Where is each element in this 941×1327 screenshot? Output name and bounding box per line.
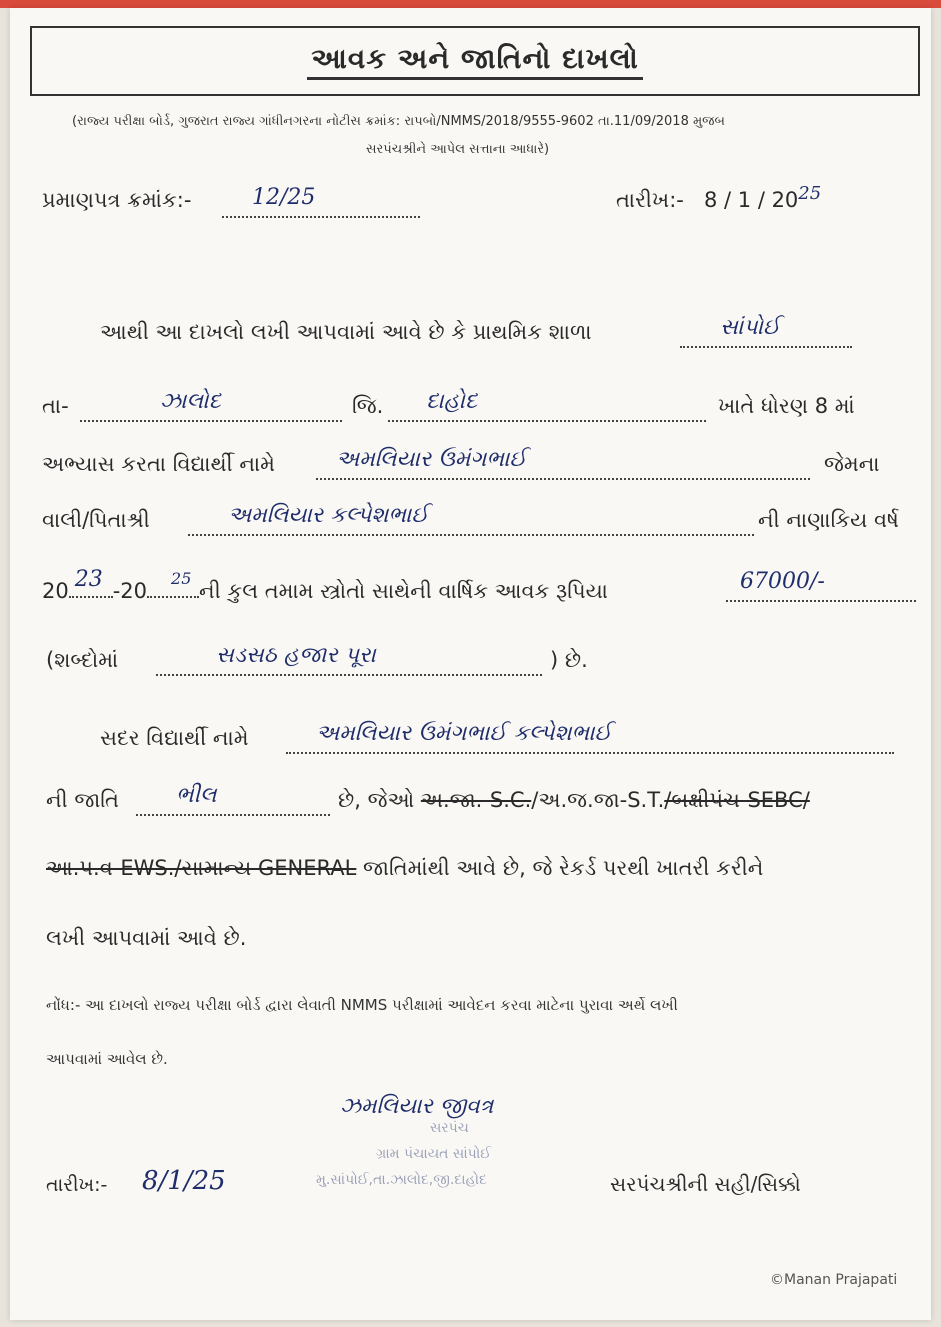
- district-value: દાહોદ: [426, 389, 478, 414]
- guardian-name: અમલિયાર કલ્પેશભાઈ: [228, 503, 429, 528]
- caste-mid-text: છે, જેઓ: [338, 788, 415, 812]
- year-start-field: [69, 567, 113, 598]
- certificate-number-value: 12/25: [252, 185, 316, 210]
- financial-year-label: ની નાણાકિય વર્ષ: [758, 508, 899, 532]
- standard-text: ખાતે ધોરણ 8 માં: [718, 394, 855, 418]
- date-label: તારીખ:-: [616, 188, 684, 212]
- year-start: 23: [74, 567, 103, 592]
- district-field: [388, 389, 706, 422]
- guardian-label: વાલી/પિતાશ્રી: [42, 508, 150, 532]
- certificate-number-label: પ્રમાણપત્ર ક્રમાંક:-: [42, 188, 192, 212]
- year-end: 25: [171, 569, 192, 588]
- verification-text: જાતિમાંથી આવે છે, જે રેકર્ડ પરથી ખાતરી કરીને: [363, 856, 764, 880]
- sarpanch-sign-label: સરપંચશ્રીની સહી/સિક્કો: [610, 1172, 801, 1196]
- footnote-line1: નોંધ:- આ દાખલો રાજ્ય પરીક્ષા બોર્ડ દ્વારા લેવાતી NMMS પરીક્ષામાં આવેદન કરવા માટેના પુરાવા અર્થે લખી: [46, 996, 678, 1014]
- line-school-prefix: આથી આ દાખલો લખી આપવામાં આવે છે કે પ્રાથમિક શાળા: [100, 320, 592, 344]
- footnote-line2: આપવામાં આવેલ છે.: [46, 1050, 168, 1068]
- income-label: ની કુલ તમામ સ્ત્રોતો સાથેની વાર્ષિક આવક રૂપિયા: [199, 579, 608, 603]
- sarpanch-signature: ઝમલિયાર જીવત્ર: [340, 1094, 494, 1119]
- income-words-field: [156, 643, 542, 676]
- student-full-name-field: [286, 721, 894, 754]
- caste-field: [136, 783, 330, 816]
- option-general: સામાન્ય GENERAL: [181, 856, 357, 880]
- caste-options-line2: [46, 856, 763, 881]
- income-field: [726, 569, 916, 602]
- certificate-date: [704, 183, 822, 212]
- year-mid: -20: [112, 579, 148, 603]
- footer-date-label: તારીખ:-: [46, 1174, 108, 1196]
- caste-options-line1: [338, 788, 810, 813]
- caste-value: ભીલ: [176, 783, 217, 808]
- student-name-field: [316, 447, 810, 480]
- option-sebc: /બક્ષીપંચ-SEBC/: [664, 788, 810, 812]
- taluka-value: ઝાલોદ: [160, 389, 221, 414]
- financial-year: [42, 567, 608, 604]
- year-end-field: [147, 569, 199, 598]
- taluka-field: [80, 389, 342, 422]
- school-name: સાંપોઈ: [720, 315, 780, 340]
- authority-note-line2: સરપંચશ્રીને આપેલ સત્તાના આધારે): [366, 142, 550, 157]
- school-field: [680, 315, 852, 348]
- stamp-line1: સરપંચ: [430, 1120, 469, 1136]
- words-suffix: ) છે.: [550, 648, 588, 672]
- top-edge-strip: [0, 0, 941, 8]
- student-full-label: સદર વિદ્યાર્થી નામે: [100, 726, 249, 750]
- document-title: આવક અને જાતિનો દાખલો: [32, 42, 918, 76]
- option-st: /અ.જ.જા-S.T.: [531, 788, 665, 812]
- income-words: સડસઠ હજાર પૂરા: [216, 643, 376, 668]
- footer-date-value: 8/1/25: [142, 1166, 226, 1196]
- stamp-line2: ગ્રામ પંચાયત સાંપોઈ: [376, 1146, 492, 1162]
- year-prefix: 20: [42, 579, 69, 603]
- option-ews: આ.પ.વ-EWS./: [46, 856, 182, 880]
- caste-label: ની જાતિ: [46, 788, 119, 812]
- student-label: અભ્યાસ કરતા વિદ્યાર્થી નામે: [42, 452, 275, 476]
- closing-line: લખી આપવામાં આવે છે.: [46, 926, 247, 950]
- certificate-paper: [10, 8, 931, 1320]
- district-label: જિ.: [352, 394, 384, 418]
- taluka-label: તા-: [42, 394, 69, 418]
- certificate-number-field: [222, 185, 420, 218]
- stamp-line3: મુ.સાંપોઈ,તા.ઝાલોદ,જી.દાહોદ: [316, 1172, 487, 1188]
- guardian-name-field: [188, 503, 754, 536]
- certificate-date-value: 8 / 1 / 20: [704, 188, 799, 212]
- student-name: અમલિયાર ઉમંગભાઈ: [336, 447, 527, 472]
- income-value: 67000/-: [740, 569, 825, 594]
- words-label: (શબ્દોમાં: [46, 648, 119, 672]
- option-sc: અ.જા.-S.C.: [420, 788, 532, 812]
- certificate-date-year: 25: [798, 183, 822, 204]
- title-box: [30, 26, 920, 96]
- watermark: ©Manan Prajapati: [770, 1272, 898, 1288]
- whose-text: જેમના: [824, 452, 880, 476]
- authority-note-line1: (રાજ્ય પરીક્ષા બોર્ડ, ગુજરાત રાજ્ય ગાંધીનગરના નોટીસ ક્રમાંક: રાપબો/NMMS/2018/9555-9602 તા.11/09/2018 મુજબ: [72, 114, 725, 129]
- student-full-name: અમલિયાર ઉમંગભાઈ કલ્પેશભાઈ: [316, 721, 612, 746]
